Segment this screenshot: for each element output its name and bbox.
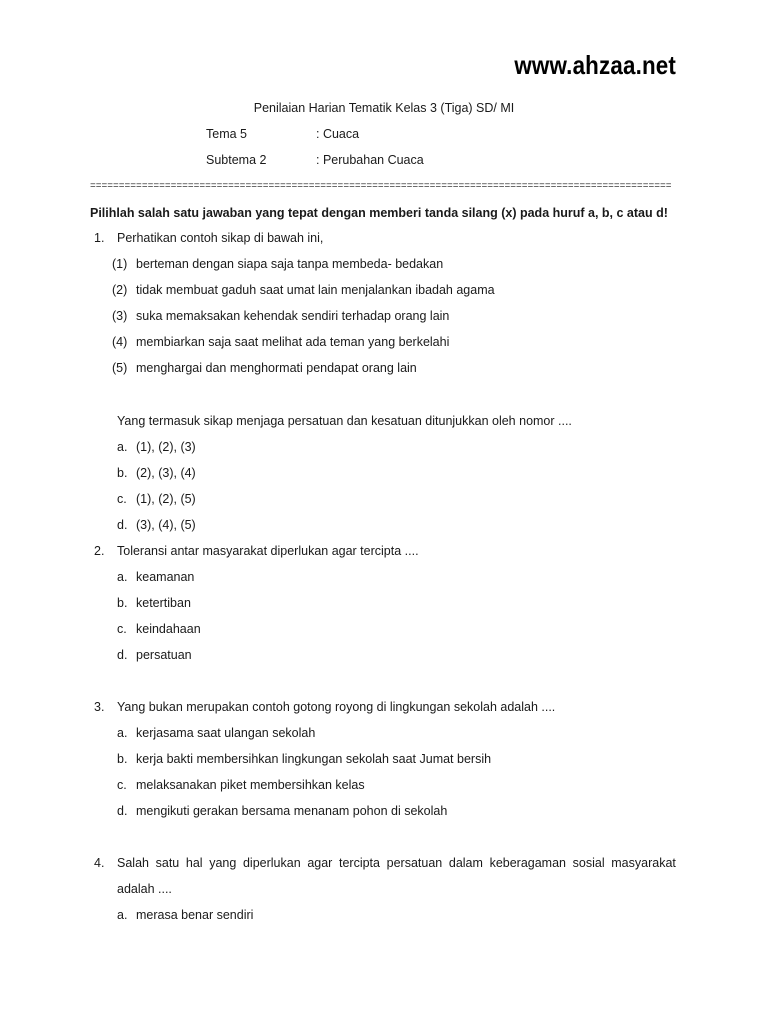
statement-text: suka memaksakan kehendak sendiri terhadap orang lain — [136, 309, 450, 323]
question-text: Toleransi antar masyarakat diperlukan agar tercipta .... — [117, 544, 419, 558]
statement-text: membiarkan saja saat melihat ada teman yang berkelahi — [136, 335, 450, 349]
question-text-line-1 — [117, 856, 676, 870]
question-prompt: Yang termasuk sikap menjaga persatuan dan kesatuan ditunjukkan oleh nomor .... — [117, 414, 572, 428]
option-letter[interactable]: c. — [117, 622, 127, 636]
instruction: Pilihlah salah satu jawaban yang tepat dengan memberi tanda silang (x) pada huruf a, b, c atau d! — [90, 206, 668, 220]
word: satu — [155, 856, 180, 870]
option-text: (1), (2), (5) — [136, 492, 196, 506]
statement-number: (1) — [112, 257, 128, 271]
question-number: 4. — [94, 856, 105, 870]
word: diperlukan — [242, 856, 301, 870]
separator-line: ===================================================================================================== — [90, 180, 672, 191]
option-text: keamanan — [136, 570, 195, 584]
option-text: mengikuti gerakan bersama menanam pohon di sekolah — [136, 804, 448, 818]
option-letter[interactable]: b. — [117, 596, 128, 610]
option-text: keindahaan — [136, 622, 201, 636]
question-text-line-2: adalah .... — [117, 882, 172, 896]
word: agar — [307, 856, 333, 870]
word: dalam — [448, 856, 483, 870]
option-text: kerjasama saat ulangan sekolah — [136, 726, 316, 740]
subtema-label: Subtema 2 — [206, 153, 267, 167]
option-text: kerja bakti membersihkan lingkungan sekolah saat Jumat bersih — [136, 752, 492, 766]
word: masyarakat — [611, 856, 676, 870]
statement-number: (3) — [112, 309, 128, 323]
word: hal — [185, 856, 203, 870]
option-text: merasa benar sendiri — [136, 908, 254, 922]
tema-label: Tema 5 — [206, 127, 247, 141]
statement-number: (2) — [112, 283, 128, 297]
option-letter[interactable]: c. — [117, 492, 127, 506]
option-text: melaksanakan piket membersihkan kelas — [136, 778, 365, 792]
option-letter[interactable]: a. — [117, 570, 128, 584]
question-number: 2. — [94, 544, 105, 558]
statement-number: (5) — [112, 361, 128, 375]
word: sosial — [572, 856, 605, 870]
statement-text: menghargai dan menghormati pendapat orang lain — [136, 361, 417, 375]
tema-value: : Cuaca — [316, 127, 360, 141]
subtema-value: : Perubahan Cuaca — [316, 153, 424, 167]
subtema-row — [206, 153, 424, 167]
statement-number: (4) — [112, 335, 128, 349]
option-letter[interactable]: b. — [117, 752, 128, 766]
option-text: persatuan — [136, 648, 192, 662]
option-letter[interactable]: b. — [117, 466, 128, 480]
option-letter[interactable]: d. — [117, 648, 128, 662]
word: Salah — [117, 856, 149, 870]
word: yang — [209, 856, 237, 870]
question-text: Yang bukan merupakan contoh gotong royong di lingkungan sekolah adalah .... — [117, 700, 556, 714]
option-letter[interactable]: c. — [117, 778, 127, 792]
option-letter[interactable]: d. — [117, 804, 128, 818]
site-watermark: www.ahzaa.net — [514, 50, 676, 80]
option-text: (2), (3), (4) — [136, 466, 196, 480]
page-title: Penilaian Harian Tematik Kelas 3 (Tiga) SD/ MI — [253, 101, 515, 115]
word: tercipta — [338, 856, 380, 870]
option-text: (1), (2), (3) — [136, 440, 196, 454]
tema-row — [206, 127, 359, 141]
option-text: ketertiban — [136, 596, 191, 610]
question-text: Perhatikan contoh sikap di bawah ini, — [117, 231, 324, 245]
option-letter[interactable]: a. — [117, 726, 128, 740]
option-text: (3), (4), (5) — [136, 518, 196, 532]
question-number: 1. — [94, 231, 105, 245]
option-letter[interactable]: d. — [117, 518, 128, 532]
option-letter[interactable]: a. — [117, 440, 128, 454]
option-letter[interactable]: a. — [117, 908, 128, 922]
statement-text: tidak membuat gaduh saat umat lain menjalankan ibadah agama — [136, 283, 495, 297]
question-number: 3. — [94, 700, 105, 714]
word: persatuan — [386, 856, 443, 870]
word: keberagaman — [489, 856, 567, 870]
statement-text: berteman dengan siapa saja tanpa membeda- bedakan — [136, 257, 444, 271]
